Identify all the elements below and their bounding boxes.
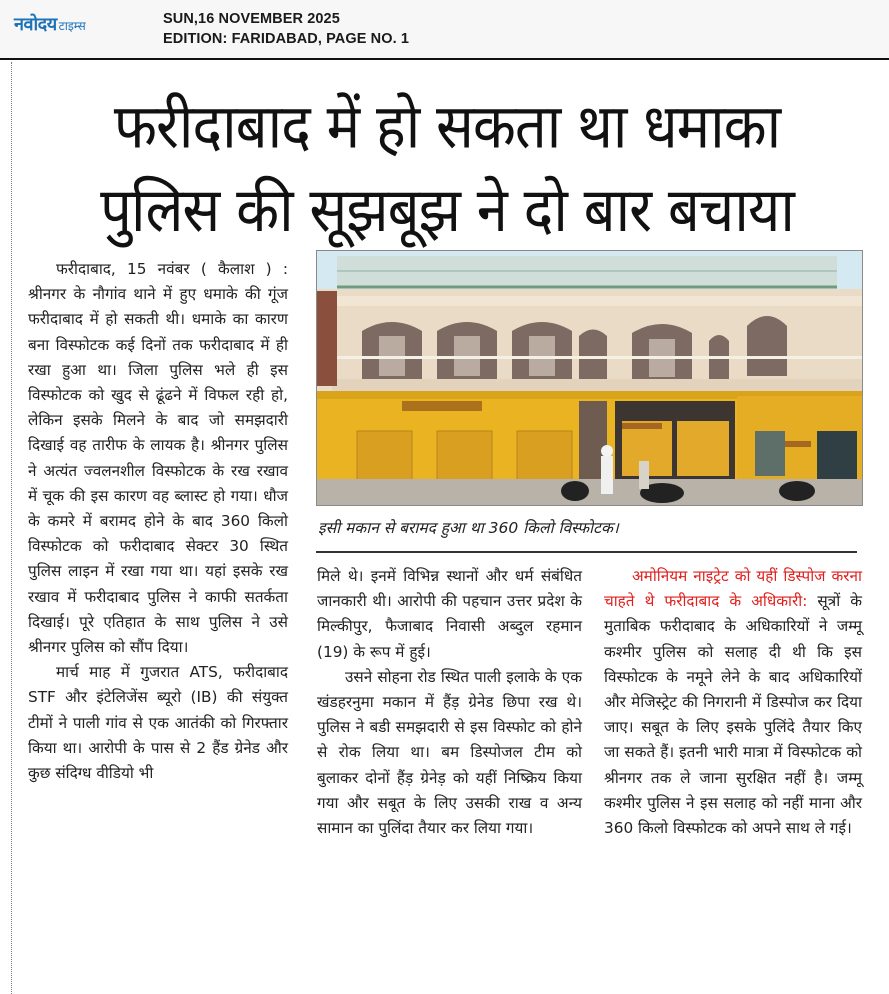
article-column-1 [28, 257, 288, 786]
paragraph: फरीदाबाद, 15 नवंबर ( कैलाश ) : श्रीनगर के नौगांव थाने में हुए धमाके की गूंज फरीदाबाद में हो सकती थी। धमाके का कारण बना विस्फोटक कई दिनों तक फरीदाबाद में ही रखा हुआ था। जिला पुलिस भले ही इस विस्फोटक को खुद से ढूंढने में विफल रही हो, लेकिन इसके मिलने के बाद जो समझदारी दिखाई वह तारीफ के लायक है। श्रीनगर पुलिस ने अत्यंत ज्वलनशील विस्फोटक के रख रखाव में चूक की इस कारण वह ब्लास्ट हो गया। धौज के कमरे में बरामद होने के बाद 360 किलो विस्फोटक को फरीदाबाद सेक्टर 30 स्थित पुलिस लाइन में रखा गया था। यहां इसके रख रखाव में फरीदाबाद पुलिस ने काफी सतर्कता दिखाई। पूरे एतिहात के साथ पुलिस ने उसे श्रीनगर पुलिस को सौंप दिया। [28, 260, 288, 657]
publication-date: SUN,16 NOVEMBER 2025 [163, 11, 340, 27]
building-photo-illustration [317, 251, 863, 506]
headline-line-2: पुलिस की सूझबूझ ने दो बार बचाया [100, 175, 794, 247]
dotted-margin-divider [11, 62, 12, 994]
section-divider [316, 551, 857, 553]
sub-headline: अमोनियम नाइट्रेट को यहीं डिस्पोज करना चाहते थे फरीदाबाद के अधिकारी: [604, 567, 862, 611]
article-column-2 [317, 564, 582, 841]
article-photo [316, 250, 863, 506]
headline-line-1: फरीदाबाद में हो सकता था धमाका [113, 91, 781, 163]
page-header [0, 0, 889, 60]
edition-info [163, 9, 409, 49]
paragraph: उसने सोहना रोड स्थित पाली इलाके के एक खंडहरनुमा मकान में हैंड़ ग्रेनेड छिपा रख थे। पुलिस ने बडी समझदारी से इस विस्फोट को होने से रोक लिया था। बम डिस्पोजल टीम को बुलाकर दोनों हैंड़ ग्रेनेड़ को यहीं निष्क्रिय किया गया और सबूत के लिए उसकी राख व अन्य सामान का पुलिंदा तैयार कर लिया गया। [317, 667, 582, 838]
photo-caption: इसी मकान से बरामद हुआ था 360 किलो विस्फोटक। [318, 519, 619, 537]
logo-sub-text: टाइम्स [58, 19, 86, 33]
article-column-3 [604, 564, 862, 841]
paragraph [604, 564, 862, 841]
sub-section-body: सूत्रों के मुताबिक फरीदाबाद के अधिकारियों ने जम्मू कश्मीर पुलिस को सलाह दी थी कि इस विस्फोटक के नमूने लेने के बाद अधिकारियों और मेजिस्ट्रेट की निगरानी में डिस्पोज कर दिया जाए। सबूत के लिए इसके पुलिंदे तैयार किए जा सकते हैं। इतनी भारी मात्रा में विस्फोटक को श्रीनगर तक ले जाना सुरक्षित नहीं है। जम्मू कश्मीर पुलिस ने इस सलाह को नहीं माना और 360 किलो विस्फोटक को अपने साथ ले गई। [604, 592, 862, 838]
newspaper-logo [14, 12, 86, 36]
paragraph: मिले थे। इनमें विभिन्न स्थानों और धर्म संबंधित जानकारी थी। आरोपी की पहचान उत्तर प्रदेश के मिल्कीपुर, फैजाबाद निवासी अब्दुल रहमान (19) के रूप में हुई। [317, 567, 582, 661]
logo-main-text: नवोदय [14, 14, 57, 35]
paragraph: मार्च माह में गुजरात ATS, फरीदाबाद STF और इंटेलिजेंस ब्यूरो (IB) की संयुक्त टीमों ने पाली गांव से एक आतंकी को गिरफ्तार किया था। आरोपी के पास से 2 हैंड ग्रेनेड और कुछ संदिग्ध वीडियो भी [28, 663, 288, 783]
edition-page: EDITION: FARIDABAD, PAGE NO. 1 [163, 31, 410, 47]
article-headline [22, 86, 872, 253]
